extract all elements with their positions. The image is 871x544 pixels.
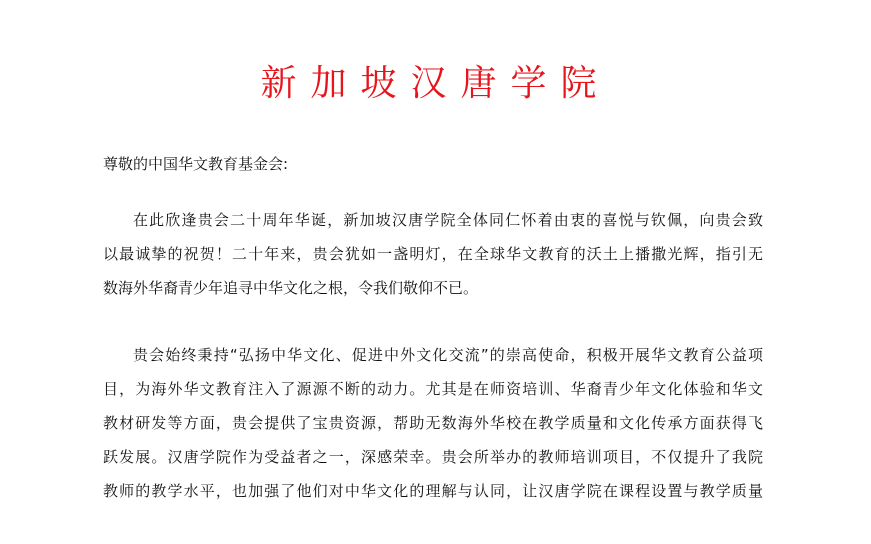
paragraph-line: 跃发展。汉唐学院作为受益者之一，深感荣幸。贵会所举办的教师培训项目，不仅提升了我院	[103, 448, 763, 466]
salutation: 尊敬的中国华文教育基金会:	[103, 155, 289, 173]
paragraph-line: 教材研发等方面，贵会提供了宝贵资源，帮助无数海外华校在教学质量和文化传承方面获得飞	[103, 414, 763, 432]
paragraph-1	[103, 203, 763, 305]
paragraph-line: 以最诚挚的祝贺！二十年来，贵会犹如一盏明灯，在全球华文教育的沃土上播撒光辉，指引无	[103, 245, 763, 263]
letter-title: 新加坡汉唐学院	[260, 63, 611, 104]
paragraph-line: 贵会始终秉持“弘扬中华文化、促进中外文化交流”的崇高使命，积极开展华文教育公益项	[133, 346, 763, 364]
paragraph-line: 数海外华裔青少年追寻中华文化之根，令我们敬仰不已。	[103, 279, 479, 297]
paragraph-2	[103, 338, 763, 508]
paragraph-line: 目，为海外华文教育注入了源源不断的动力。尤其是在师资培训、华裔青少年文化体验和华文	[103, 380, 763, 398]
paragraph-line: 在此欣逢贵会二十周年华诞，新加坡汉唐学院全体同仁怀着由衷的喜悦与钦佩，向贵会致	[133, 211, 763, 229]
paragraph-line: 教师的教学水平，也加强了他们对中华文化的理解与认同，让汉唐学院在课程设置与教学质量	[103, 482, 763, 500]
